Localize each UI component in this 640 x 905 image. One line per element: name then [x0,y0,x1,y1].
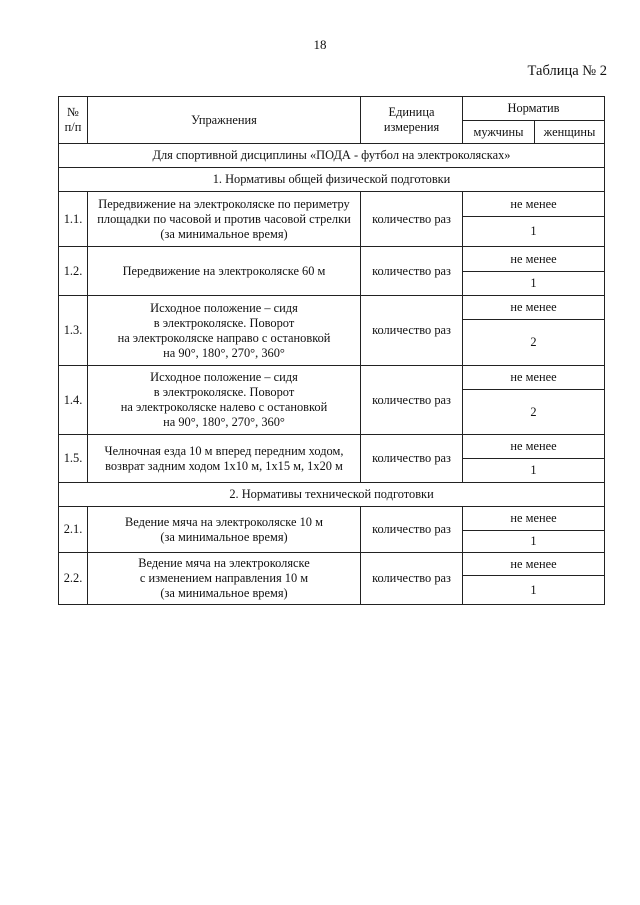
header-unit: Единица измерения [361,97,463,144]
header-exercises: Упражнения [88,97,361,144]
exercise-cell: Ведение мяча на электроколяске с изменением направления 10 м (за минимальное время) [88,553,361,605]
section-1-rows [59,192,605,483]
exercise-cell: Исходное положение – сидя в электроколяске. Поворот на электроколяске направо с остановкой на 90°, 180°, 270°, 360° [88,296,361,366]
unit-cell: количество раз [361,435,463,483]
norm-value-cell: 1 [463,272,605,296]
row-number: 1.4. [59,366,88,435]
exercise-cell: Передвижение на электроколяске по периметру площадки по часовой и против часовой стрелки (за минимальное время) [88,192,361,247]
norm-label-cell: не менее [463,247,605,272]
norm-label-cell: не менее [463,192,605,217]
norm-label-cell: не менее [463,507,605,531]
norm-value-cell: 1 [463,217,605,247]
row-number: 2.1. [59,507,88,553]
norm-label-cell: не менее [463,296,605,320]
unit-cell: количество раз [361,296,463,366]
norm-label-cell: не менее [463,435,605,459]
unit-cell: количество раз [361,192,463,247]
table-label: Таблица № 2 [527,63,607,79]
row-number: 1.1. [59,192,88,247]
unit-cell: количество раз [361,507,463,553]
header-num: № п/п [59,97,88,144]
row-number: 1.2. [59,247,88,296]
section-row [59,168,605,192]
header-norm: Норматив [463,97,605,121]
header-women: женщины [535,121,605,144]
section-2-rows [59,483,605,605]
unit-cell: количество раз [361,247,463,296]
discipline-row [59,144,605,168]
exercise-cell: Исходное положение – сидя в электроколяске. Поворот на электроколяске налево с остановкой на 90°, 180°, 270°, 360° [88,366,361,435]
norm-value-cell: 1 [463,576,605,605]
exercise-cell: Ведение мяча на электроколяске 10 м (за минимальное время) [88,507,361,553]
page-number: 18 [313,37,327,52]
section-row [59,483,605,507]
norm-value-cell: 2 [463,390,605,435]
row-number: 1.5. [59,435,88,483]
norms-table [58,96,605,605]
table-row [59,296,605,320]
norm-value-cell: 1 [463,459,605,483]
unit-cell: количество раз [361,553,463,605]
header-men: мужчины [463,121,535,144]
discipline-title: Для спортивной дисциплины «ПОДА - футбол на электроколясках» [59,144,605,168]
section-title: 2. Нормативы технической подготовки [59,483,605,507]
header-row [59,97,605,121]
table-row [59,435,605,459]
table-row [59,192,605,217]
norm-label-cell: не менее [463,366,605,390]
table-row [59,553,605,576]
table-row [59,247,605,272]
section-title: 1. Нормативы общей физической подготовки [59,168,605,192]
row-number: 2.2. [59,553,88,605]
exercise-cell: Передвижение на электроколяске 60 м [88,247,361,296]
norm-value-cell: 1 [463,531,605,553]
table-row [59,366,605,390]
exercise-cell: Челночная езда 10 м вперед передним ходом, возврат задним ходом 1х10 м, 1х15 м, 1х20 м [88,435,361,483]
unit-cell: количество раз [361,366,463,435]
table-row [59,507,605,531]
row-number: 1.3. [59,296,88,366]
norm-label-cell: не менее [463,553,605,576]
norm-value-cell: 2 [463,320,605,366]
